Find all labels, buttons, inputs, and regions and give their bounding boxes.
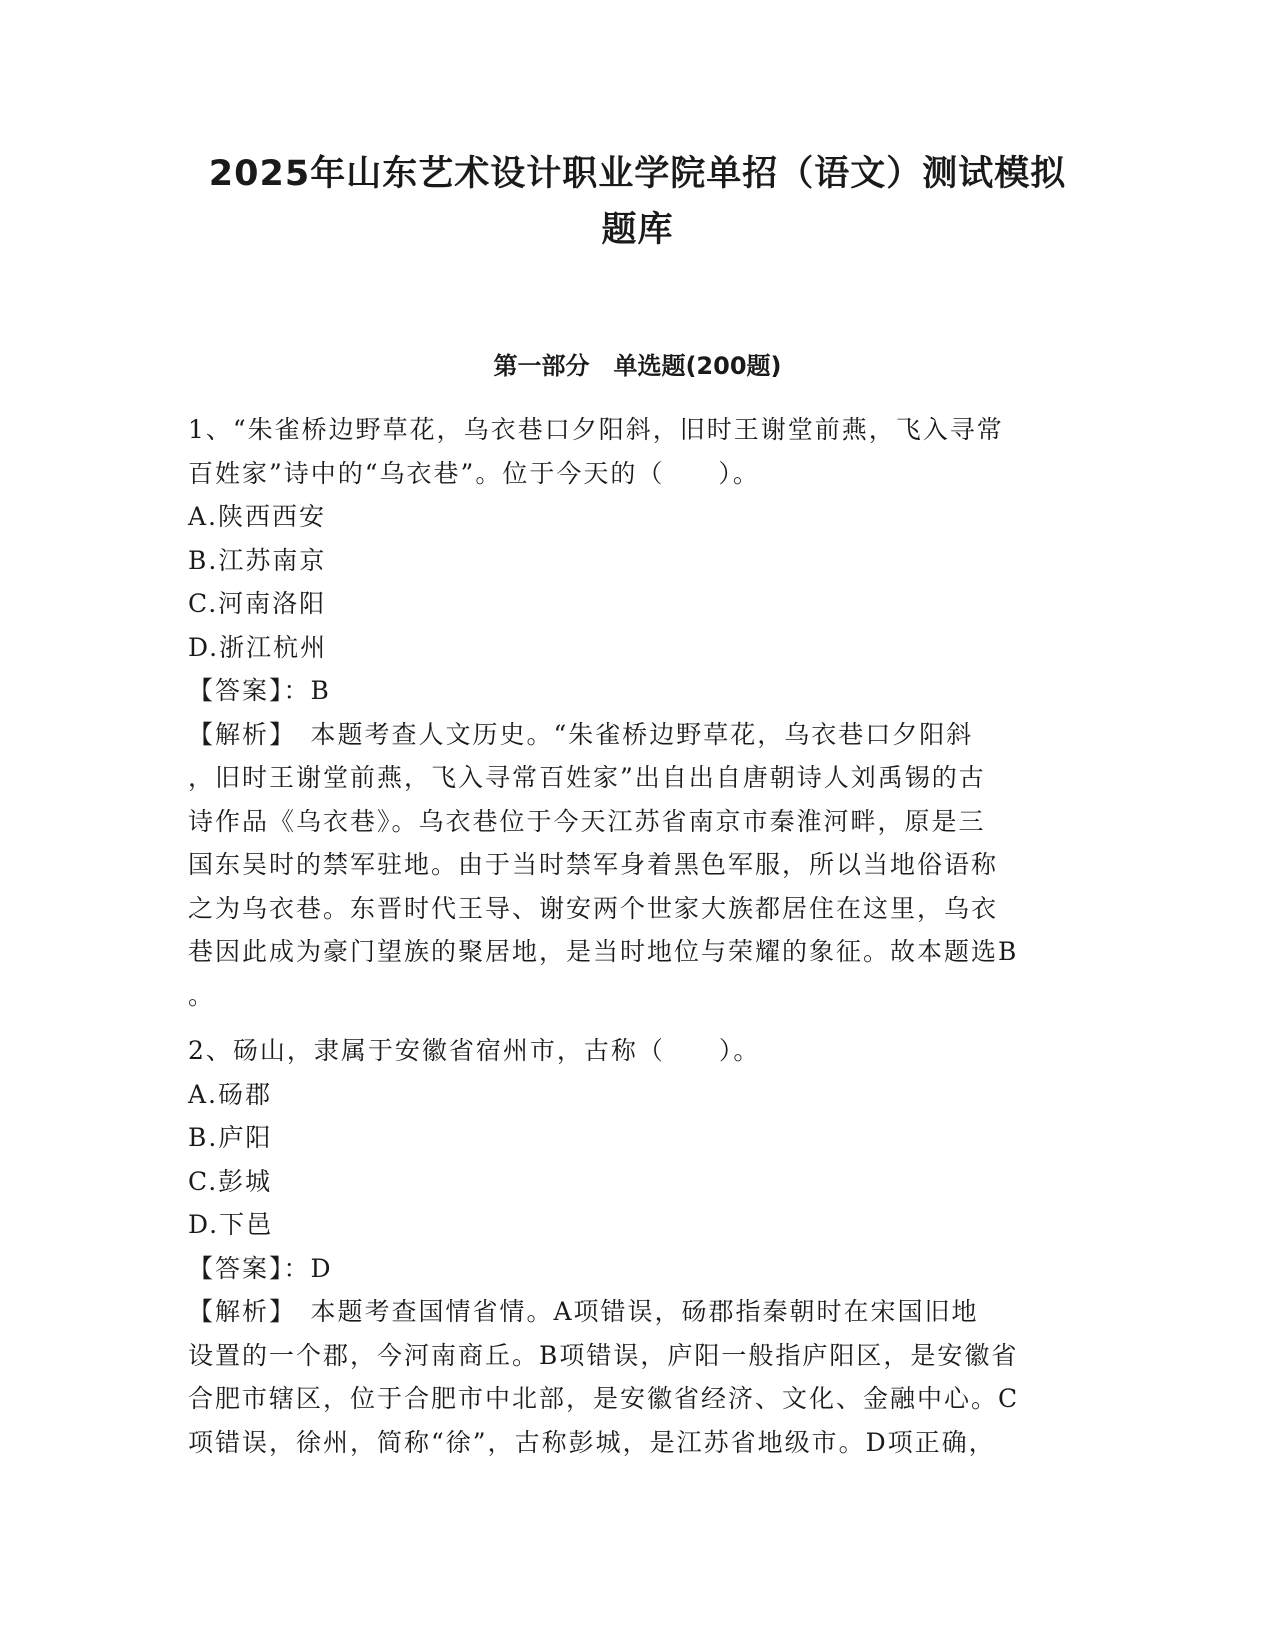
question-item: [188, 1029, 1088, 1464]
document-title: [140, 146, 1135, 258]
analysis-line: 【解析】 本题考查人文历史。“朱雀桥边野草花，乌衣巷口夕阳斜: [188, 719, 974, 749]
analysis-line: 项错误，徐州，简称“徐”，古称彭城，是江苏省地级市。D项正确，: [188, 1427, 996, 1457]
section-heading: 第一部分 单选题(200题): [493, 352, 782, 380]
question-list: [188, 408, 1088, 1464]
title-line-1: 2025年山东艺术设计职业学院单招（语文）测试模拟: [208, 154, 1067, 194]
analysis-line: ，旧时王谢堂前燕，飞入寻常百姓家”出自出自唐朝诗人刘禹锡的古: [188, 763, 986, 792]
option-c: C.彭城: [188, 1166, 273, 1196]
question-stem-line: 百姓家”诗中的“乌衣巷”。位于今天的（ ）。: [188, 458, 760, 488]
option-d: D.下邑: [188, 1210, 274, 1239]
analysis-line: 。: [188, 980, 216, 1010]
answer-line: 【答案】：B: [188, 676, 331, 705]
option-b: B.庐阳: [188, 1123, 273, 1152]
option-a: A.砀郡: [188, 1079, 273, 1109]
analysis-line: 合肥市辖区，位于合肥市中北部，是安徽省经济、文化、金融中心。C: [188, 1384, 1020, 1413]
option-a: A.陕西西安: [188, 502, 327, 531]
question-stem-line: 2、砀山，隶属于安徽省宿州市，古称（ ）。: [188, 1036, 761, 1065]
answer-line: 【答案】：D: [188, 1253, 333, 1283]
analysis-line: 之为乌衣巷。东晋时代王导、谢安两个世家大族都居住在这里，乌衣: [188, 893, 999, 923]
analysis-line: 【解析】 本题考查国情省情。A项错误，砀郡指秦朝时在宋国旧地: [188, 1297, 979, 1326]
title-line-2: 题库: [601, 210, 674, 250]
analysis-line: 巷因此成为豪门望族的聚居地，是当时地位与荣耀的象征。故本题选B: [188, 937, 1019, 966]
analysis-line: 设置的一个郡，今河南商丘。B项错误，庐阳一般指庐阳区，是安徽省: [188, 1340, 1019, 1370]
option-b: B.江苏南京: [188, 545, 327, 575]
question-item: [188, 408, 1088, 1017]
question-stem-line: 1、“朱雀桥边野草花，乌衣巷口夕阳斜，旧时王谢堂前燕，飞入寻常: [188, 415, 1004, 444]
option-c: C.河南洛阳: [188, 589, 327, 618]
analysis-line: 诗作品《乌衣巷》。乌衣巷位于今天江苏省南京市秦淮河畔，原是三: [188, 806, 986, 836]
option-d: D.浙江杭州: [188, 632, 328, 662]
analysis-line: 国东吴时的禁军驻地。由于当时禁军身着黑色军服，所以当地俗语称: [188, 850, 999, 879]
